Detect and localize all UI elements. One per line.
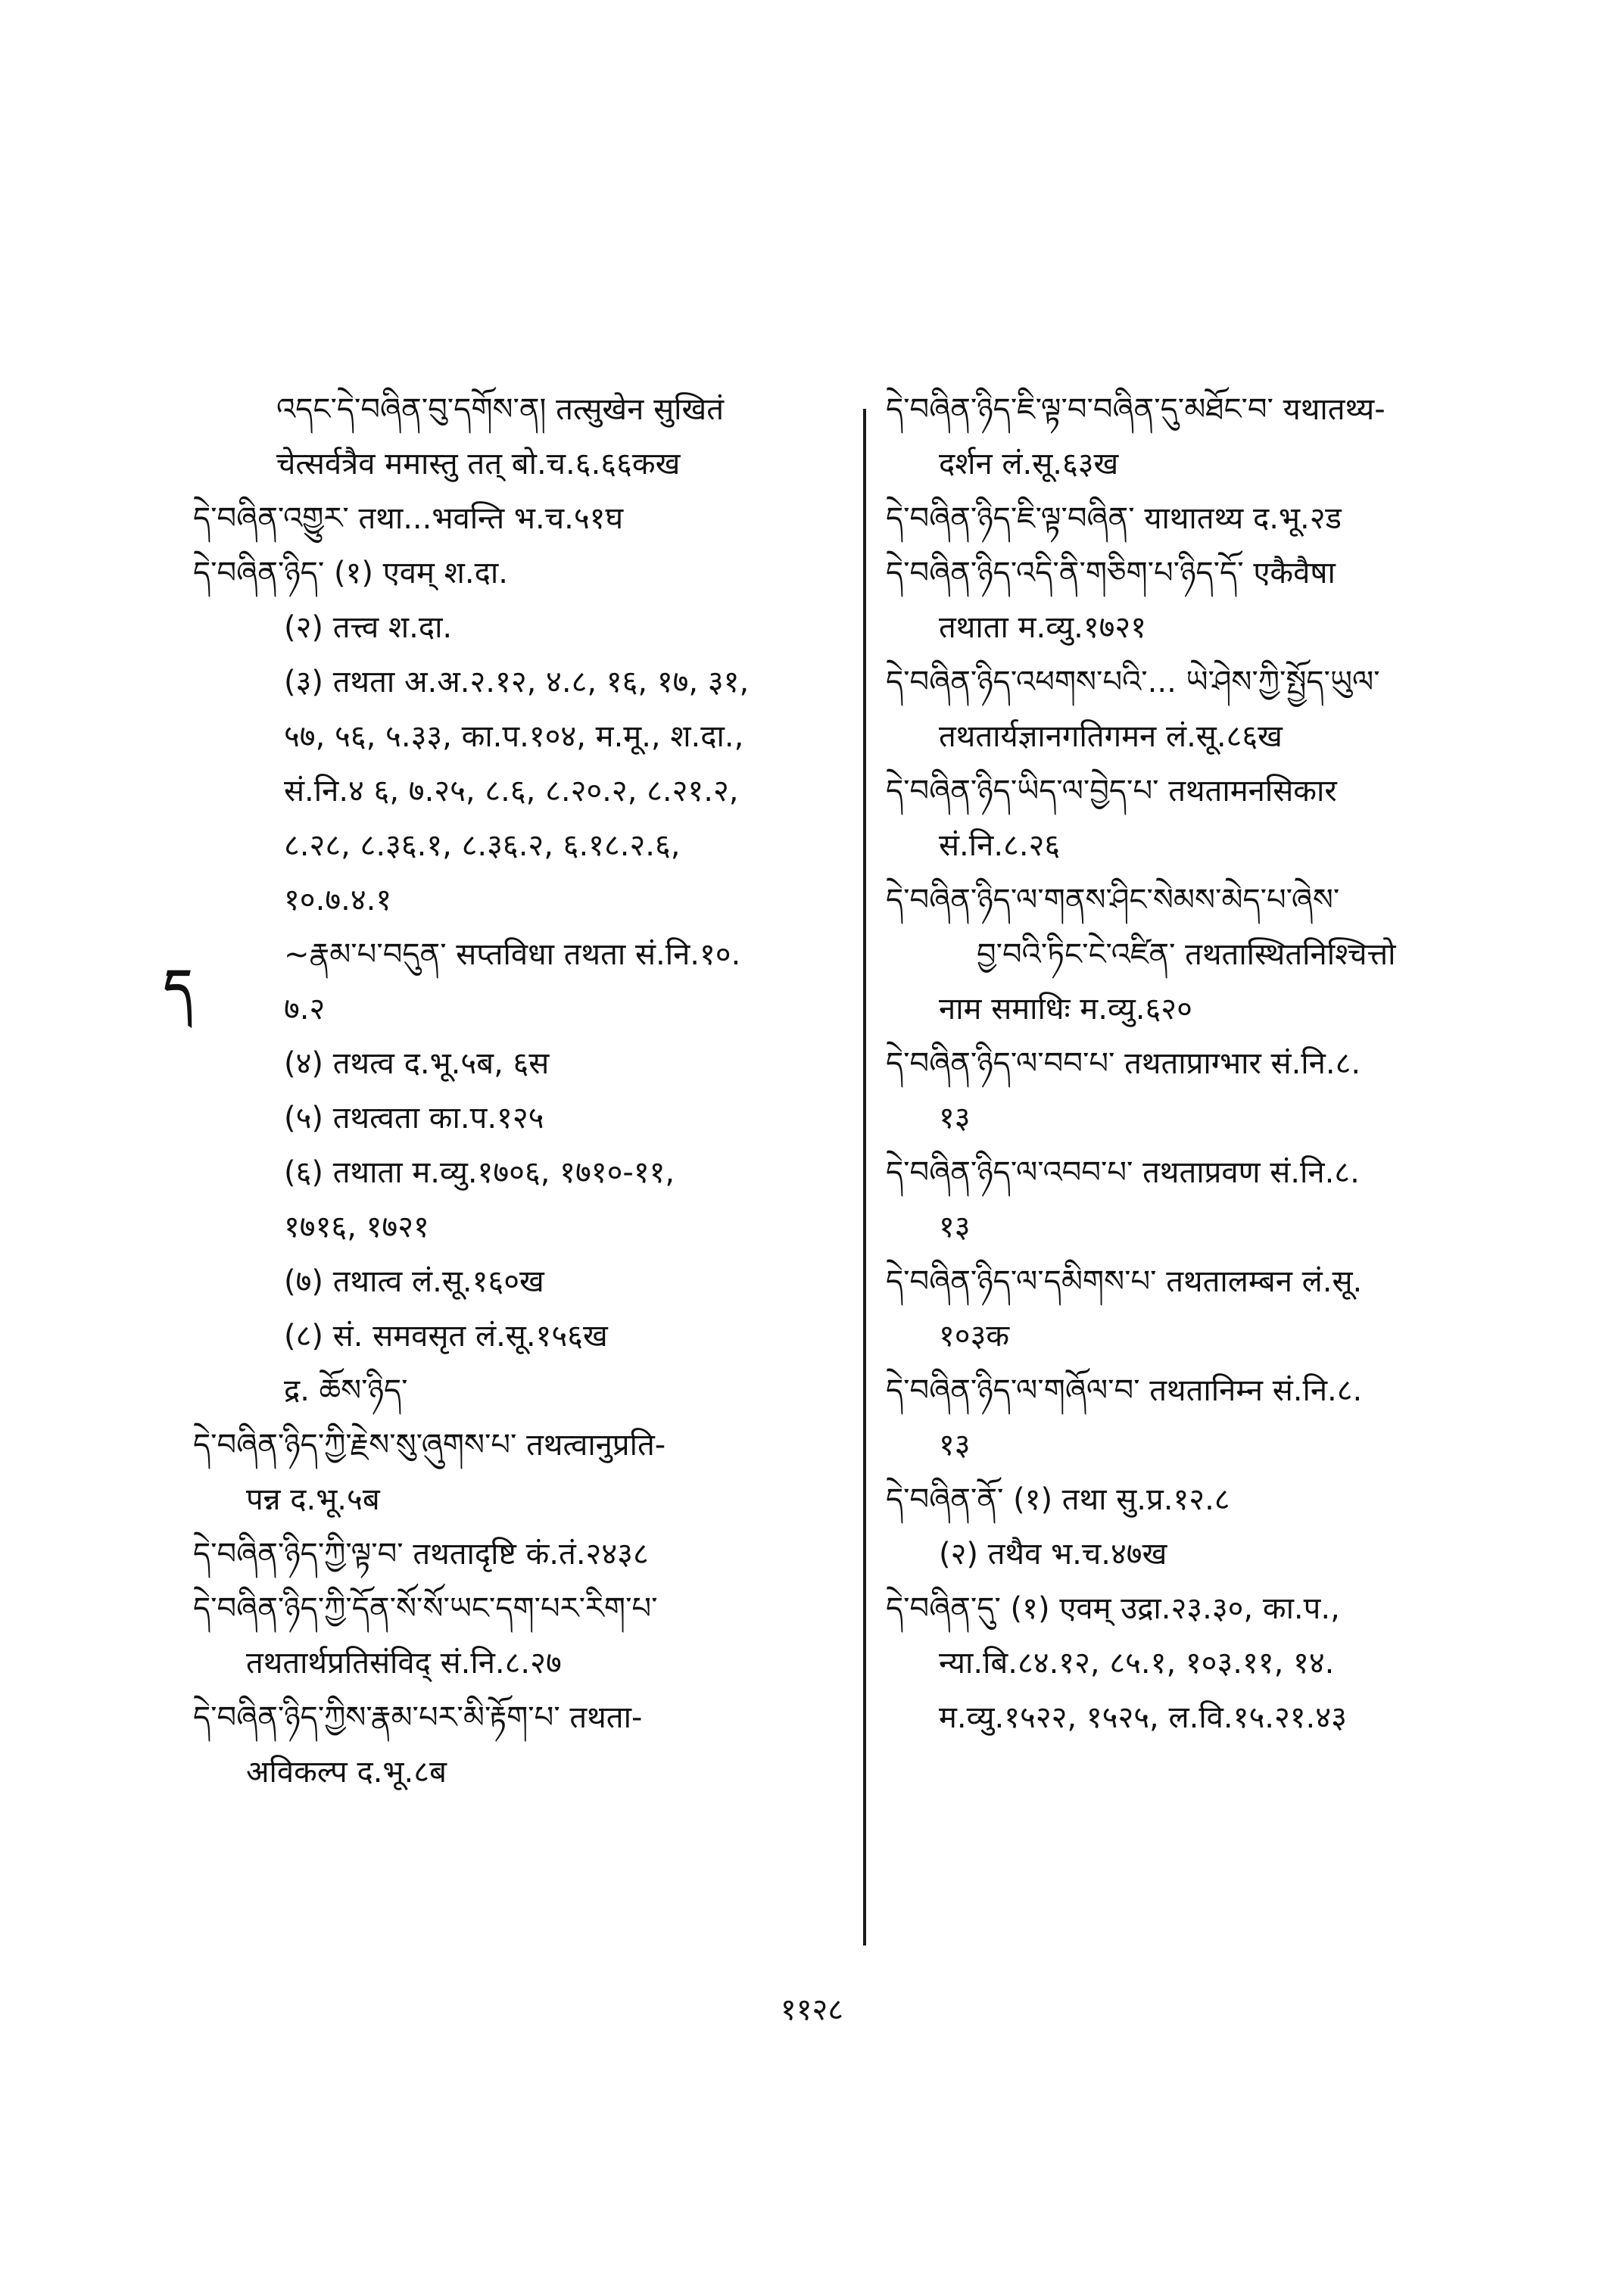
column-divider (863, 409, 866, 1946)
entry-line: (८) सं. समवसृत लं.सू.१५६ख (284, 1319, 608, 1354)
entry-line: (४) तथत्व द.भू.५ब, ६स (284, 1046, 550, 1081)
entry-line: द्र. ཆོས་ཉིད་ (284, 1373, 408, 1408)
entry-line: अविकल्प द.भू.८ब (246, 1755, 447, 1790)
entry-line: १३ (939, 1428, 971, 1463)
entry-line: सं.नि.४ ६, ७.२५, ८.६, ८.२०.२, ८.२१.२, (284, 774, 739, 808)
entry-headword-line: དེ་བཞིན་དུ་ (१) एवम् उद्रा.२३.३०, का.प., (886, 1591, 1340, 1626)
entry-line: (२) तत्त्व श.दा. (284, 610, 453, 645)
entry-headword-line: དེ་བཞིན་ཉིད་འདི་ནི་གཅིག་པ་ཉིད་དོ་ एकैवैषा (886, 556, 1336, 590)
entry-line: तथतार्थप्रतिसंविद् सं.नि.८.२७ (246, 1646, 562, 1681)
entry-line: तथतार्यज्ञानगतिगमन लं.सू.८६ख (939, 719, 1283, 754)
entry-headword-line: དེ་བཞིན་ཉིད་ལ་འབབ་པ་ तथताप्रवण सं.नि.८. (886, 1155, 1360, 1190)
entry-line: (३) तथता अ.अ.२.१२, ४.८, १६, १७, ३१, (284, 665, 750, 699)
entry-headword-line: དེ་བཞིན་ཉིད་ཀྱི་ལྟ་བ་ तथतादृष्टि कं.तं.२४३८ (193, 1537, 649, 1572)
entry-line: चेत्सर्वत्रैव ममास्तु तत् बो.च.६.६६कख (276, 447, 681, 481)
entry-line: १०.७.४.१ (284, 883, 392, 918)
entry-line: न्या.बि.८४.१२, ८५.१, १०३.११, १४. (939, 1646, 1335, 1681)
entry-headword-line: དེ་བཞིན་ཉིད་ཇི་ལྟ་བཞིན་ याथातथ्य द.भू.२ड (886, 501, 1342, 536)
entry-line: ५७, ५६, ५.३३, का.प.१०४, म.मू., श.दा., (284, 719, 744, 754)
entry-line: तथाता म.व्यु.१७२१ (939, 610, 1147, 645)
entry-line: ~རྣམ་པ་བདུན་ सप्तविधा तथता सं.नि.१०. (284, 937, 741, 972)
entry-line: བྱ་བའི་ཏིང་ངེ་འཛིན་ तथतास्थितनिश्चित्तो (977, 937, 1396, 972)
entry-headword-line: དེ་བཞིན་ཉིད་ཀྱི་རྗེས་སུ་ཞུགས་པ་ तथत्वानुप्रति- (193, 1428, 666, 1463)
entry-line: १७१६, १७२१ (284, 1210, 429, 1245)
entry-line: འདང་དེ་བཞིན་བུ་དགོས་ན། तत्सुखेन सुखितं (276, 392, 724, 427)
entry-headword-line: དེ་བཞིན་ཉིད་ཀྱིས་རྣམ་པར་མི་རྟོག་པ་ तथता- (193, 1700, 643, 1735)
entry-headword-line: དེ་བཞིན་ཉིད་ཡིད་ལ་བྱེད་པ་ तथतामनसिकार (886, 774, 1337, 808)
entry-line: १३ (939, 1210, 971, 1245)
entry-line: (२) तथैव भ.च.४७ख (939, 1537, 1167, 1572)
entry-line: (५) तथत्वता का.प.१२५ (284, 1101, 544, 1136)
entry-line: नाम समाधिः म.व्यु.६२० (939, 992, 1192, 1027)
entry-headword-line: དེ་བཞིན་ཉིད་ (१) एवम् श.दा. (193, 556, 508, 590)
entry-line: ८.२८, ८.३६.१, ८.३६.२, ६.१८.२.६, (284, 828, 681, 863)
entry-headword-line: དེ་བཞིན་ཉིད་ལ་དམིགས་པ་ तथतालम्बन लं.सू. (886, 1264, 1363, 1299)
entry-line: १०३क (939, 1319, 1010, 1354)
entry-headword-line: དེ་བཞིན་ནོ་ (१) तथा सु.प्र.१२.८ (886, 1482, 1230, 1517)
entry-line: ७.२ (284, 992, 326, 1027)
entry-line: (६) तथाता म.व्यु.१७०६, १७१०-११, (284, 1155, 675, 1190)
entry-headword-line: དེ་བཞིན་ཉིད་འཕགས་པའི་... ཡེ་ཤེས་ཀྱི་སྤྱོད་ཡུལ་ (886, 665, 1380, 699)
entry-line: सं.नि.८.२६ (939, 828, 1061, 863)
section-letter-marker: ད (155, 961, 201, 1014)
right-column (886, 382, 1507, 1745)
left-column (193, 382, 840, 1799)
entry-headword-line: དེ་བཞིན་ཉིད་ལ་བབ་པ་ तथताप्राग्भार सं.नि.८. (886, 1046, 1361, 1081)
entry-line: पन्न द.भू.५ब (246, 1482, 380, 1517)
entry-line: (७) तथात्व लं.सू.१६०ख (284, 1264, 544, 1299)
entry-line: म.व्यु.१५२२, १५२५, ल.वि.१५.२१.४३ (939, 1700, 1347, 1735)
page-number: ११२८ (780, 1992, 844, 2027)
entry-headword-line: དེ་བཞིན་ཉིད་ཀྱི་དོན་སོ་སོ་ཡང་དག་པར་རིག་པ་ (193, 1591, 658, 1626)
entry-headword-line: དེ་བཞིན་འགྱུར་ तथा...भवन्ति भ.च.५१घ (193, 501, 624, 536)
entry-headword-line: དེ་བཞིན་ཉིད་ལ་གཞོལ་བ་ तथतानिम्न सं.नि.८. (886, 1373, 1363, 1408)
entry-headword-line: དེ་བཞིན་ཉིད་ཇི་ལྟ་བ་བཞིན་དུ་མཐོང་བ་ यथातथ्य- (886, 392, 1386, 427)
entry-line: दर्शन लं.सू.६३ख (939, 447, 1119, 481)
entry-line: १३ (939, 1101, 971, 1136)
entry-headword-line: དེ་བཞིན་ཉིད་ལ་གནས་ཤིང་སེམས་མེད་པ་ཞེས་ (886, 883, 1340, 918)
